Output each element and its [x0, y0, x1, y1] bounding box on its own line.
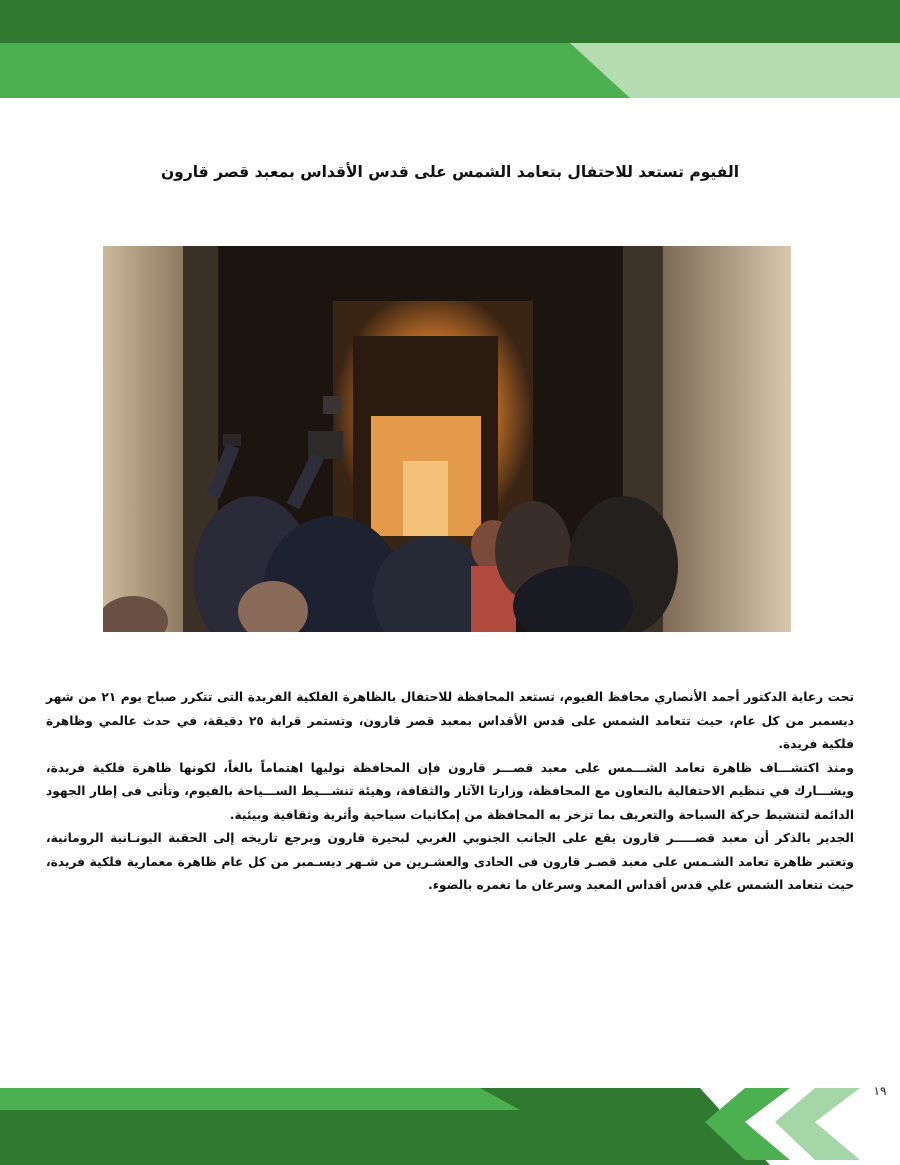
footer-chevron-light-icon [775, 1088, 860, 1160]
footer-green-stripe [0, 1088, 520, 1110]
article-paragraph: ومنذ اكتشـــاف ظاهرة تعامد الشـــمس على معبد قصـــر قارون فإن المحافظة توليها اهتماماً بالغاً، لكونها ظاهرة فلكية فريدة، ويشـــارك في تنظيم الاحتفالية بالتعاون مع المحافظة، وزارتا الآثار والثقافة، وهيئة تنشـــيط الســـياحة بالفيوم، وتأتى فى إطار الجهود الدائمة لتنشيط حركة السياحة والتعريف بما تزخر به المحافظة من إمكانيات سياحية وأثرية وثقافية وبيئية. [46, 760, 854, 822]
page-number: ١٩ [873, 1084, 887, 1098]
temple-ceremony-photo [103, 246, 791, 632]
temple-photo [103, 246, 791, 632]
article-body [46, 686, 854, 898]
article-paragraph: تحت رعاية الدكتور أحمد الأنصاري محافظ الفيوم، تستعد المحافظة للاحتفال بالظاهرة الفلكية الفريدة التى تتكرر صباح يوم ٢١ من شهر ديسمبر من كل عام، حيث تتعامد الشمس على قدس الأقداس بمعبد قصر قارون، وتستمر قرابة ٢٥ دقيقة، في حدث عالمي وظاهرة فلكية فريدة. [46, 690, 854, 751]
footer-band [0, 1080, 900, 1165]
article-title: الفيوم تستعد للاحتفال بتعامد الشمس على قدس الأقداس بمعبد قصر قارون [160, 163, 740, 181]
header-dark-stripe [0, 0, 900, 43]
article-paragraph: الجدير بالذكر أن معبد قصـــــر قارون يقع على الجانب الجنوبي الغربي لبحيرة قارون ويرجع تاريخه إلى الحقبة اليونـانية الرومانية، وتعتبر ظاهرة تعامد الشـمس على معبد قصـر قارون فى الحادى والعشـرين من شـهر ديسـمبر من كل عام ظاهرة معمارية فلكية فريدة، حيث تتعامد الشمس علي قدس أقداس المعبد وسرعان ما تغمره بالضوء. [46, 831, 854, 892]
header-band [0, 0, 900, 100]
